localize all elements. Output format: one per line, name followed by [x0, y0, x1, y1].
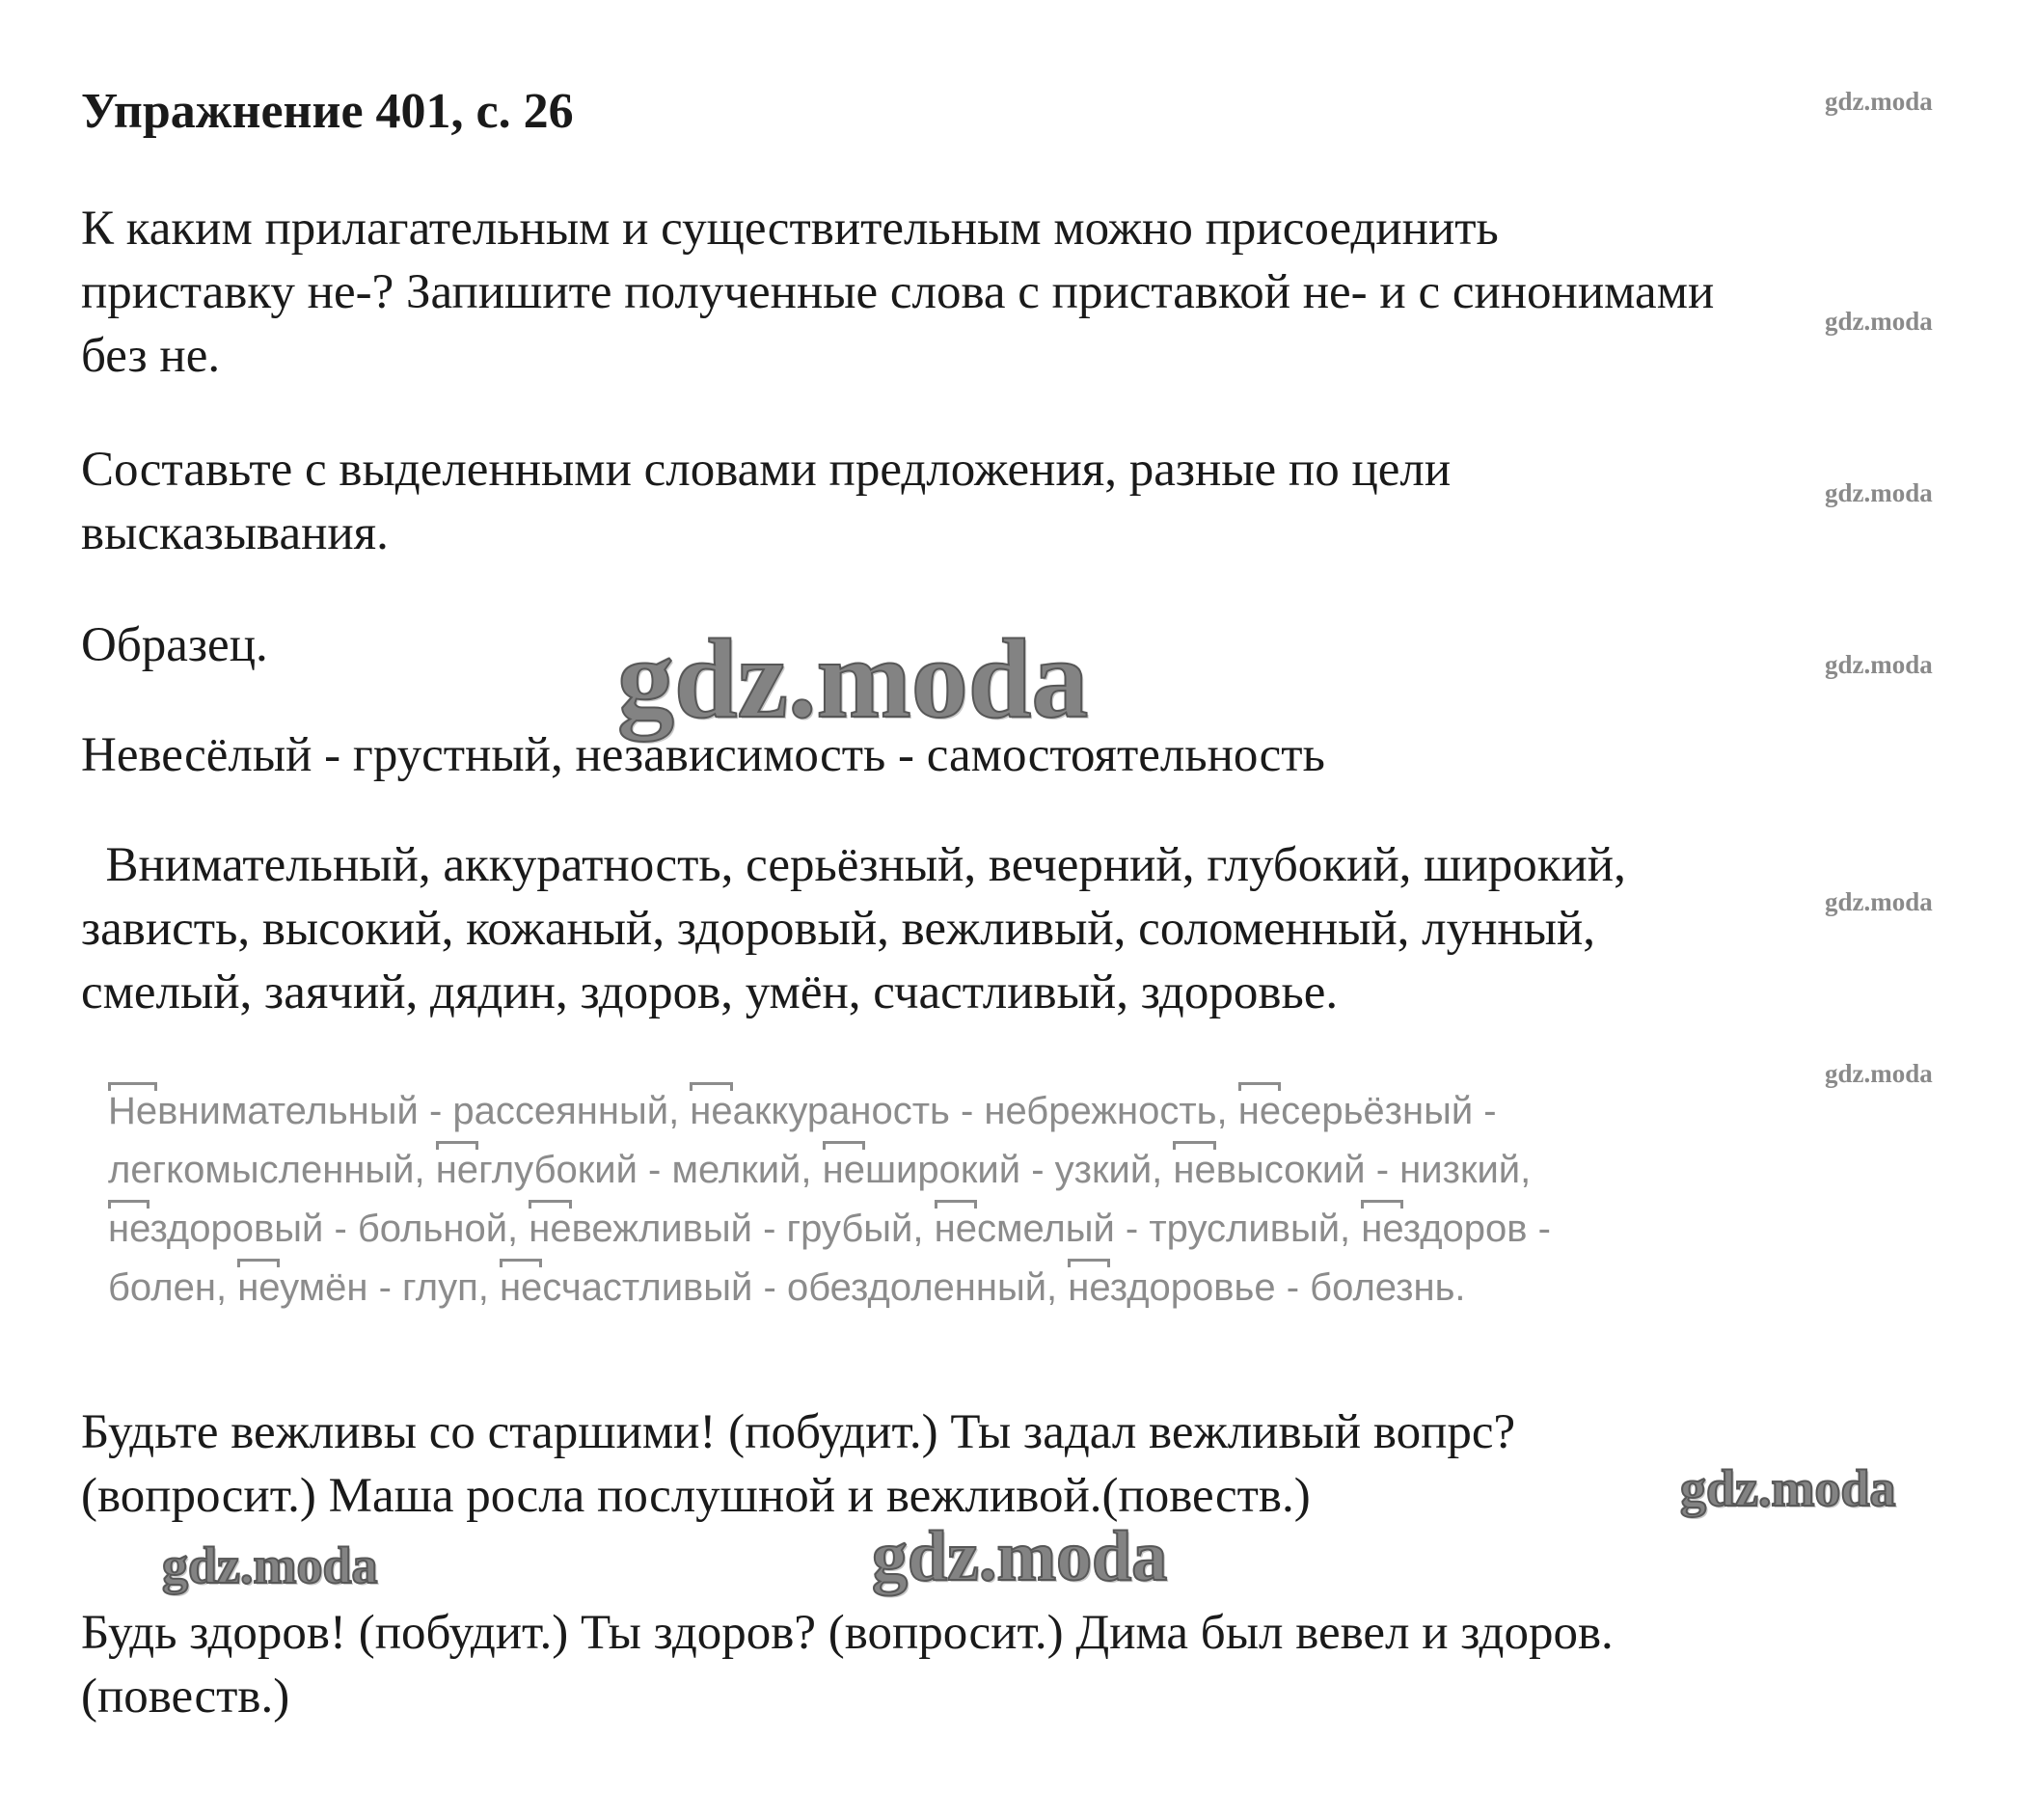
prefix-mark: не — [529, 1208, 572, 1250]
handwritten-answer — [108, 1082, 1551, 1317]
word-list-line: смелый, заячий, дядин, здоров, умён, счастливый, здоровье. — [81, 965, 1339, 1019]
task-line: Составьте с выделенными словами предложения, разные по цели — [81, 443, 1452, 497]
answer-word: высокий - низкий, — [1215, 1149, 1532, 1191]
answer-word: глубокий - мелкий, — [478, 1149, 823, 1191]
answer-word: серьёзный - — [1281, 1090, 1497, 1132]
answer-line — [108, 1141, 1551, 1200]
answer-word: смелый - трусливый, — [976, 1208, 1362, 1250]
watermark: gdz.moda — [1825, 1059, 1933, 1088]
prefix-mark: не — [108, 1208, 150, 1250]
prefix-mark: не — [934, 1208, 977, 1250]
task-line: К каким прилагательным и существительным можно присоединить — [81, 202, 1499, 256]
watermark-medium: gdz.moda — [872, 1517, 1168, 1596]
example-sentences-2 — [81, 1601, 1614, 1728]
example-sentences-1 — [81, 1400, 1515, 1528]
answer-word: аккураность - небрежность, — [732, 1090, 1238, 1132]
word-list-line: Внимательный, аккуратность, серьёзный, вечерний, глубокий, широкий, — [81, 838, 1626, 892]
answer-line — [108, 1082, 1551, 1141]
example-line: (вопросит.) Маша росла послушной и вежливой.(повеств.) — [81, 1469, 1311, 1523]
answer-word: болен, — [108, 1266, 238, 1309]
answer-line — [108, 1200, 1551, 1259]
task-line: приставку не-? Запишите полученные слова с приставкой не- и с синонимами — [81, 265, 1715, 319]
word-list-line: зависть, высокий, кожаный, здоровый, вежливый, соломенный, лунный, — [81, 902, 1596, 956]
answer-word: вежливый - грубый, — [571, 1208, 935, 1250]
sample-text: Невесёлый - грустный, независимость - самостоятельность — [81, 728, 1325, 782]
watermark: gdz.moda — [1825, 650, 1933, 679]
task-instructions — [81, 197, 1714, 388]
prefix-mark: Не — [108, 1090, 158, 1132]
watermark: gdz.moda — [1825, 478, 1933, 507]
prefix-mark: не — [1237, 1090, 1282, 1132]
watermark-large: gdz.moda — [617, 615, 1089, 742]
example-line: Будь здоров! (побудит.) Ты здоров? (вопросит.) Дима был вевел и здоров. — [81, 1606, 1614, 1660]
prefix-mark: не — [690, 1090, 733, 1132]
watermark-medium: gdz.moda — [162, 1536, 378, 1594]
watermark: gdz.moda — [1825, 887, 1933, 916]
example-line: (повеств.) — [81, 1670, 290, 1724]
answer-line — [108, 1259, 1551, 1317]
answer-word: умён - глуп, — [280, 1266, 500, 1309]
exercise-title: Упражнение 401, с. 26 — [81, 84, 574, 139]
prefix-mark: не — [499, 1266, 543, 1309]
watermark: gdz.moda — [1825, 307, 1933, 336]
prefix-mark: не — [1173, 1149, 1216, 1191]
prefix-mark: не — [1068, 1266, 1110, 1309]
task-line: без не. — [81, 329, 221, 383]
answer-word: внимательный - рассеянный, — [157, 1090, 691, 1132]
answer-word: легкомысленный, — [108, 1149, 436, 1191]
example-line: Будьте вежливы со старшими! (побудит.) Ты задал вежливый вопрс? — [81, 1405, 1516, 1459]
answer-word: здоровье - болезнь. — [1109, 1266, 1466, 1309]
answer-word: широкий - узкий, — [864, 1149, 1174, 1191]
prefix-mark: не — [1361, 1208, 1403, 1250]
task-instructions-2 — [81, 438, 1451, 565]
sample-label: Образец. — [81, 618, 268, 672]
prefix-mark: не — [822, 1149, 865, 1191]
prefix-mark: не — [435, 1149, 479, 1191]
answer-word: счастливый - обездоленный, — [542, 1266, 1069, 1309]
word-list — [81, 833, 1626, 1024]
watermark-medium: gdz.moda — [1680, 1459, 1896, 1517]
answer-word: здоровый - больной, — [149, 1208, 529, 1250]
watermark: gdz.moda — [1825, 87, 1933, 116]
prefix-mark: не — [237, 1266, 281, 1309]
answer-word: здоров - — [1402, 1208, 1551, 1250]
task-line: высказывания. — [81, 506, 389, 560]
